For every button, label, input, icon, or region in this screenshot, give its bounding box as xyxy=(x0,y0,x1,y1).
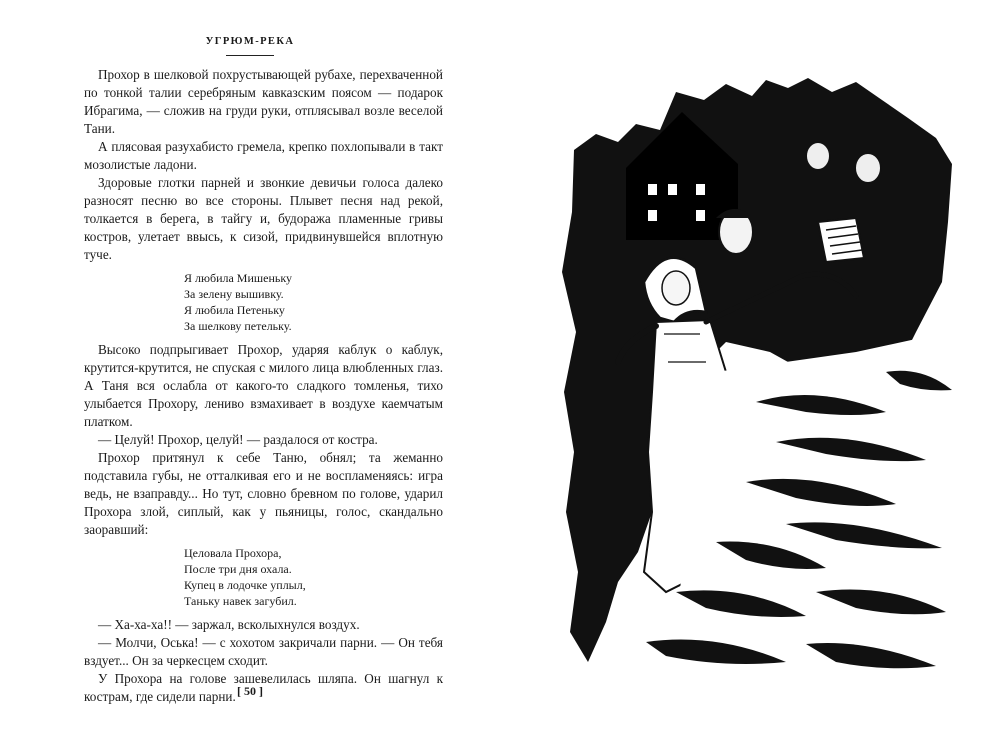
paragraph: — Молчи, Оська! — с хохотом закричали парни. — Он тебя вздует... Он за черкесцем сходит. xyxy=(84,635,443,668)
song-verse xyxy=(184,270,443,334)
accordion xyxy=(818,218,864,262)
paragraph: Здоровые глотки парней и звонкие девичьи голоса далеко разносят песню во все стороны. Плывет песня над рекой, толкается в берега, в тайгу и, будоража пламенные гривы костров, улетает ввысь, к сизой, придвинувшейся вплотную туче. xyxy=(84,175,443,262)
song-verse xyxy=(184,545,443,609)
page-number: [ 50 ] xyxy=(237,684,263,698)
paragraph: — Целуй! Прохор, целуй! — раздалося от костра. xyxy=(98,432,378,447)
paragraph: У Прохора на голове зашевелилась шляпа. Он шагнул к кострам, где сидели парни. xyxy=(84,671,443,704)
right-page xyxy=(500,0,1000,750)
text-block xyxy=(84,66,443,706)
dance-illustration xyxy=(556,72,956,682)
paragraph: А плясовая разухабисто гремела, крепко похлопывали в такт мозолистые ладони. xyxy=(84,139,443,172)
running-head: УГРЮМ-РЕКА xyxy=(205,36,295,47)
paragraph: Прохор в шелковой похрустывающей рубахе, перехваченной по тонкой талии серебряным кавказским поясом — подарок Ибрагима, — сложив на груди руки, отплясывал возле веселой Тани. xyxy=(84,67,443,136)
verse-line: Таньку навек загубил. xyxy=(184,594,297,608)
verse-line: Я любила Петеньку xyxy=(184,303,285,317)
verse-line: За зелену вышивку. xyxy=(184,287,284,301)
running-head-rule xyxy=(226,55,274,56)
verse-line: За шелкову петельку. xyxy=(184,319,292,333)
verse-line: Целовала Прохора, xyxy=(184,546,282,560)
verse-line: После три дня охала. xyxy=(184,562,292,576)
paragraph: Прохор притянул к себе Таню, обнял; та жеманно подставила губы, не отталкивая его и не воспламеняясь: игра ведь, не взаправду... Но тут, словно бревном по голове, ударил Прохора злой, сиплый, как у пьяницы, голос, скандально заоравший: xyxy=(84,450,443,537)
verse-line: Я любила Мишеньку xyxy=(184,271,293,285)
paragraph: Высоко подпрыгивает Прохор, ударяя каблук о каблук, крутится-крутится, не спуская с милого лица влюбленных глаз. А Таня вся ослабла от какого-то сладкого томленья, тихо улыбается Прохору, лениво взмахивает в воздухе каемчатым платком. xyxy=(84,342,443,429)
paragraph: — Ха-ха-ха!! — заржал, всколыхнулся воздух. xyxy=(98,617,360,632)
girl-face xyxy=(662,271,690,305)
verse-line: Купец в лодочке уплыл, xyxy=(184,578,306,592)
